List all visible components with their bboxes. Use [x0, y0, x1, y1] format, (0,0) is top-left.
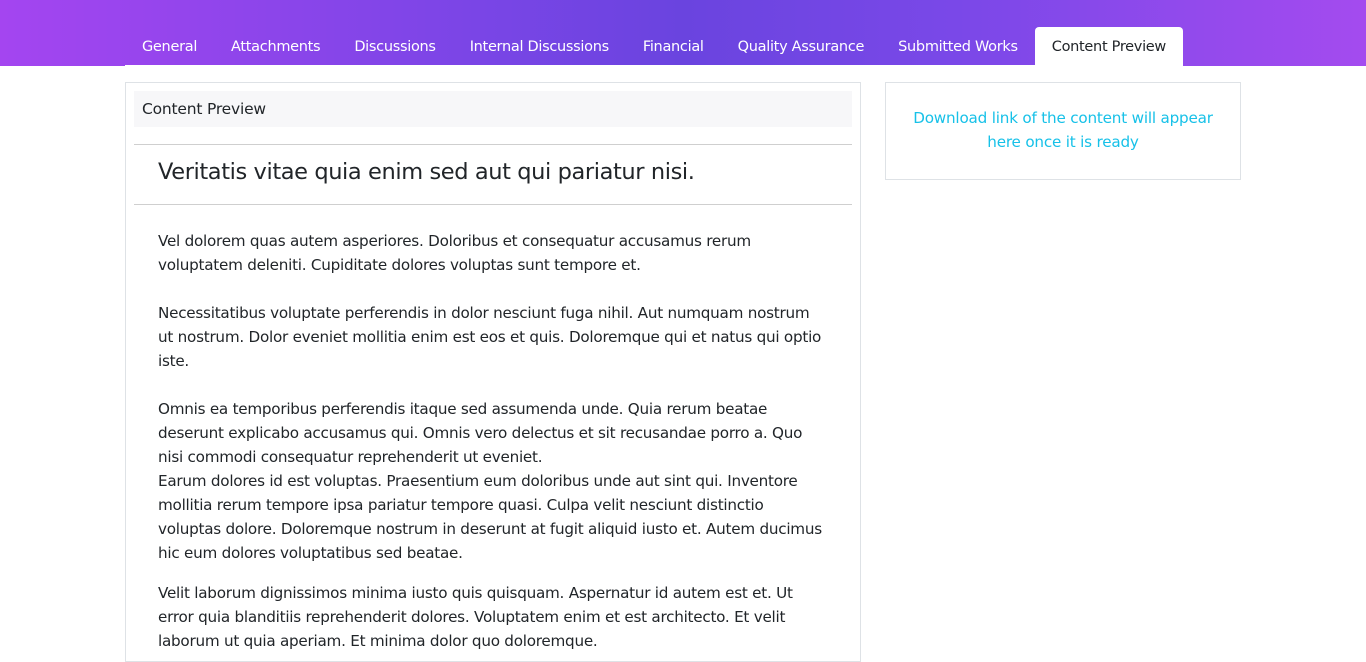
tab-discussions[interactable]: Discussions	[354, 39, 436, 55]
document-title: Veritatis vitae quia enim sed aut qui pariatur nisi.	[158, 159, 695, 185]
document-paragraph: Vel dolorem quas autem asperiores. Doloribus et consequatur accusamus rerum voluptatem deleniti. Cupiditate dolores voluptas sunt tempore et.	[158, 232, 751, 274]
tab-bar-divider	[125, 65, 1131, 66]
document-paragraph: Earum dolores id est voluptas. Praesentium eum doloribus unde aut sint qui. Inventore mollitia rerum tempore ipsa pariatur tempore quasi. Culpa velit nesciunt distinctio voluptas dolore. Doloremque nostrum in deserunt at fugit aliquid iusto et. Autem ducimus hic eum dolores voluptatibus sed beatae.	[158, 472, 822, 562]
tab-internal-discussions[interactable]: Internal Discussions	[469, 39, 609, 55]
document-body	[158, 229, 828, 653]
content-preview-card	[125, 82, 861, 662]
tab-attachments[interactable]: Attachments	[231, 39, 321, 55]
tab-financial[interactable]: Financial	[642, 39, 704, 55]
tab-submitted-works[interactable]: Submitted Works	[898, 39, 1018, 55]
card-header: Content Preview	[134, 91, 852, 127]
document-paragraph: Velit laborum dignissimos minima iusto quis quisquam. Aspernatur id autem est et. Ut error quia blanditiis reprehenderit dolores. Voluptatem enim et est architecto. Et velit laborum ut quia aperiam. Et minima dolor quo doloremque.	[158, 584, 793, 650]
download-card	[885, 82, 1241, 180]
tab-bar	[125, 27, 1183, 66]
tab-general[interactable]: General	[142, 39, 198, 55]
document-title-section	[134, 144, 852, 205]
tab-quality-assurance[interactable]: Quality Assurance	[737, 39, 865, 55]
document-paragraph: Omnis ea temporibus perferendis itaque sed assumenda unde. Quia rerum beatae deserunt explicabo accusamus qui. Omnis vero delectus et sit recusandae porro a. Quo nisi commodi consequatur reprehenderit ut eveniet.	[158, 400, 803, 466]
document-paragraph: Necessitatibus voluptate perferendis in dolor nesciunt fuga nihil. Aut numquam nostrum ut nostrum. Dolor eveniet mollitia enim est eos et quis. Doloremque qui et natus qui optio iste.	[158, 304, 822, 370]
tab-content-preview[interactable]: Content Preview	[1035, 27, 1183, 66]
download-status-message: Download link of the content will appear here once it is ready	[913, 109, 1213, 151]
